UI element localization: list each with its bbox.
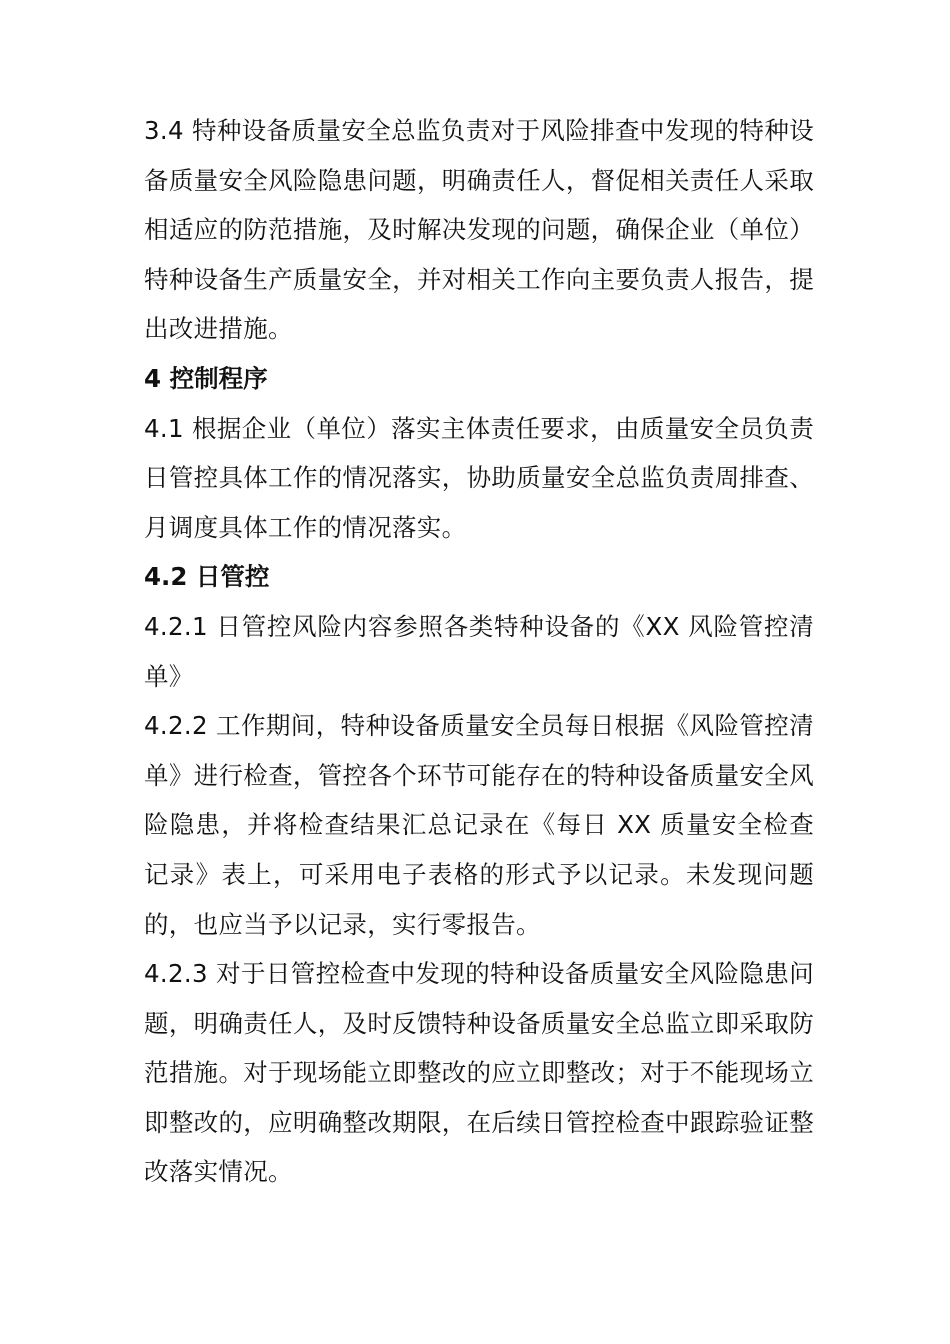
paragraph-3-4: 3.4 特种设备质量安全总监负责对于风险排查中发现的特种设备质量安全风险隐患问题，明确责任人，督促相关责任人采取相适应的防范措施，及时解决发现的问题，确保企业（单位）特种设备生产质量安全，并对相关工作向主要负责人报告，提出改进措施。	[144, 116, 814, 344]
heading-4-2-daily-control: 4.2 日管控	[144, 562, 270, 592]
paragraph-4-2-3: 4.2.3 对于日管控检查中发现的特种设备质量安全风险隐患问题，明确责任人，及时反馈特种设备质量安全总监立即采取防范措施。对于现场能立即整改的应立即整改；对于不能现场立即整改的，应明确整改期限，在后续日管控检查中跟踪验证整改落实情况。	[144, 959, 814, 1187]
heading-4-control-procedure: 4 控制程序	[144, 363, 268, 393]
paragraph-4-1: 4.1 根据企业（单位）落实主体责任要求，由质量安全员负责日管控具体工作的情况落实，协助质量安全总监负责周排查、月调度具体工作的情况落实。	[144, 413, 814, 542]
paragraph-4-2-2: 4.2.2 工作期间，特种设备质量安全员每日根据《风险管控清单》进行检查，管控各个环节可能存在的特种设备质量安全风险隐患，并将检查结果汇总记录在《每日 XX 质量安全检查记录》表上，可采用电子表格的形式予以记录。未发现问题的，也应当予以记录，实行零报告。	[144, 711, 814, 939]
paragraph-4-2-1: 4.2.1 日管控风险内容参照各类特种设备的《XX 风险管控清单》	[144, 611, 814, 691]
document-body	[144, 106, 814, 1197]
